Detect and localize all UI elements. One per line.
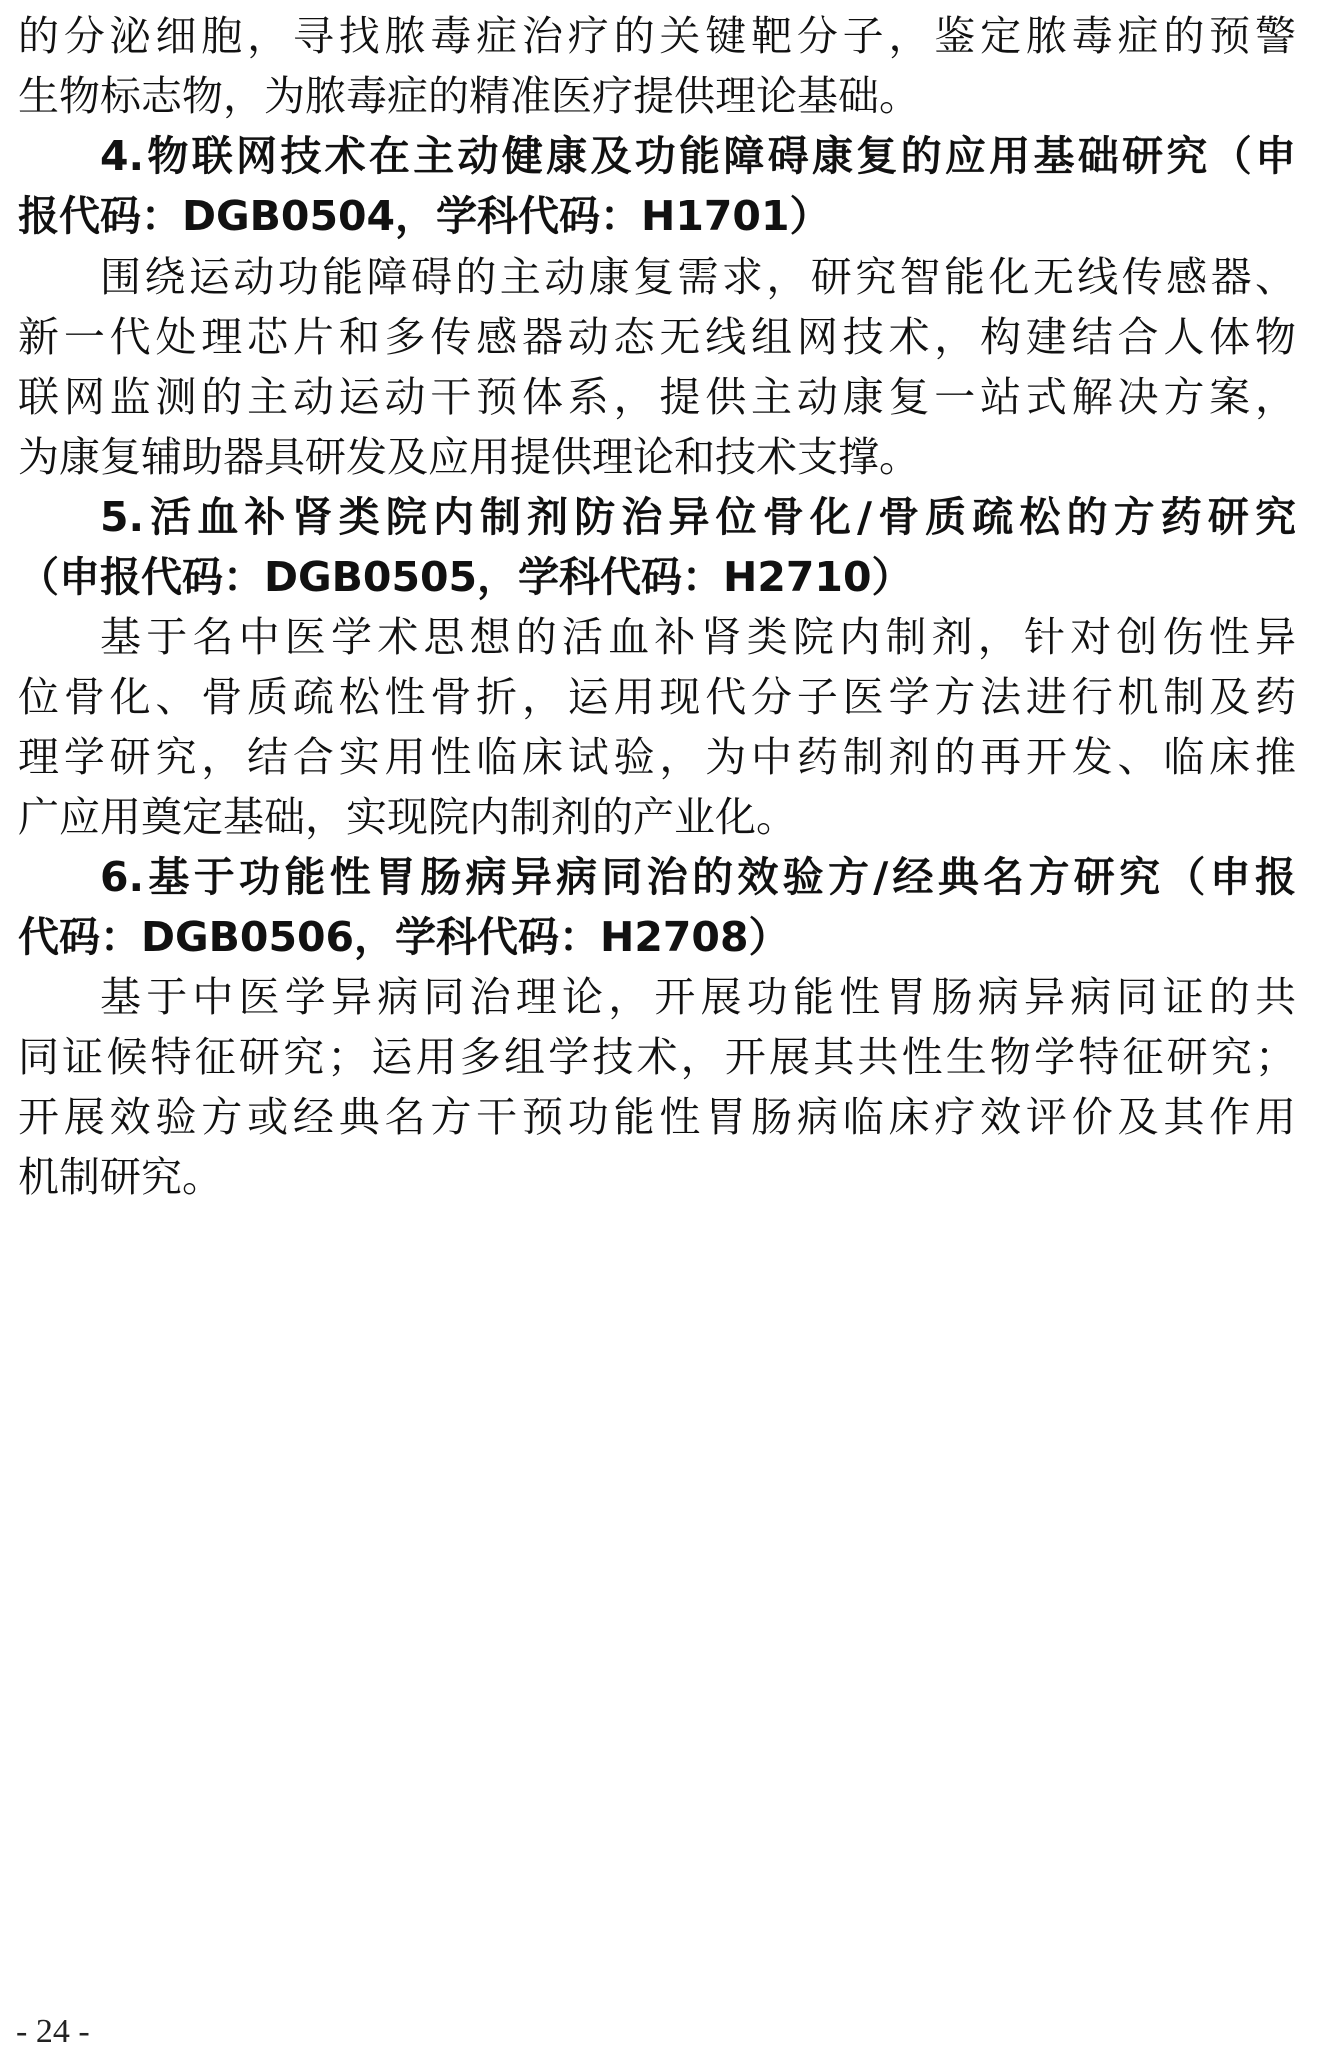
section-heading-5: 5.活血补肾类院内制剂防治异位骨化/骨质疏松的方药研究: [100, 493, 1296, 541]
section-heading-4: 4.物联网技术在主动健康及功能障碍康复的应用基础研究（申: [100, 132, 1296, 180]
section-heading-4-code: 报代码：DGB0504，学科代码：H1701）: [18, 192, 831, 240]
paragraph-line: 开展效验方或经典名方干预功能性胃肠病临床疗效评价及其作用: [18, 1093, 1296, 1141]
paragraph-line: 生物标志物，为脓毒症的精准医疗提供理论基础。: [18, 72, 920, 120]
paragraph-line: 为康复辅助器具研发及应用提供理论和技术支撑。: [18, 433, 920, 481]
paragraph-line: 位骨化、骨质疏松性骨折，运用现代分子医学方法进行机制及药: [18, 673, 1296, 721]
page-number: - 24 -: [16, 2013, 90, 2050]
section-heading-5-code: （申报代码：DGB0505，学科代码：H2710）: [18, 553, 913, 601]
paragraph-line: 新一代处理芯片和多传感器动态无线组网技术，构建结合人体物: [18, 313, 1296, 361]
paragraph-line: 广应用奠定基础，实现院内制剂的产业化。: [18, 793, 797, 841]
paragraph-line: 围绕运动功能障碍的主动康复需求，研究智能化无线传感器、: [100, 253, 1296, 301]
paragraph-line: 同证候特征研究；运用多组学技术，开展其共性生物学特征研究；: [18, 1033, 1296, 1081]
paragraph-line: 的分泌细胞，寻找脓毒症治疗的关键靶分子，鉴定脓毒症的预警: [18, 12, 1296, 60]
section-heading-6: 6.基于功能性胃肠病异病同治的效验方/经典名方研究（申报: [100, 853, 1296, 901]
section-heading-6-code: 代码：DGB0506，学科代码：H2708）: [18, 913, 790, 961]
paragraph-line: 机制研究。: [18, 1153, 223, 1201]
paragraph-line: 理学研究，结合实用性临床试验，为中药制剂的再开发、临床推: [18, 733, 1296, 781]
paragraph-line: 基于中医学异病同治理论，开展功能性胃肠病异病同证的共: [100, 973, 1296, 1021]
paragraph-line: 基于名中医学术思想的活血补肾类院内制剂，针对创伤性异: [100, 613, 1296, 661]
paragraph-line: 联网监测的主动运动干预体系，提供主动康复一站式解决方案，: [18, 373, 1296, 421]
